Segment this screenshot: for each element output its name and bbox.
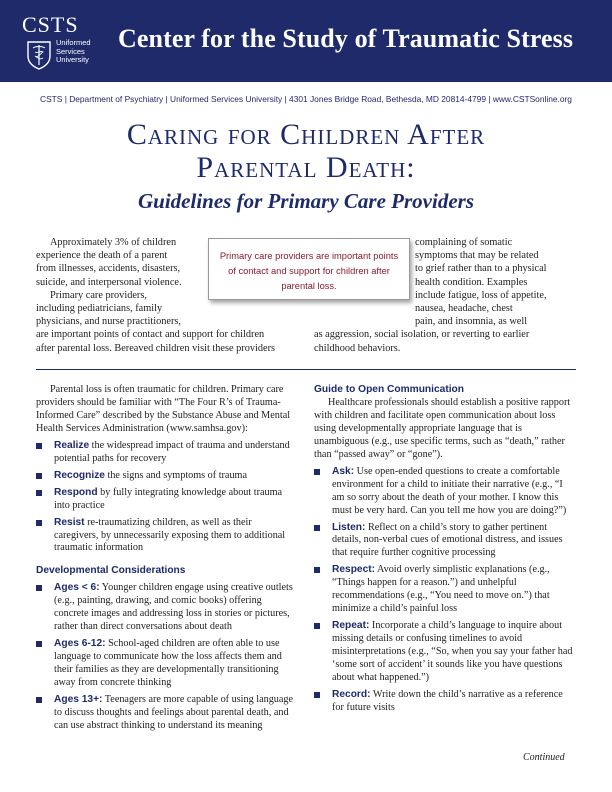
- list-item: Ages 6-12: School-aged children are often able to use language to communicate how the loss affects them and their families as they are developmentally transitioning away from concrete thinking: [36, 638, 298, 690]
- logo-institution: Uniformed Services University: [56, 38, 91, 65]
- pull-quote-box: [208, 238, 410, 300]
- square-bullet-icon: [314, 525, 320, 531]
- intro-line: including pediatricians, family: [36, 303, 163, 315]
- intro-line: experience the death of a parent: [36, 250, 168, 262]
- list-item: Recognize the signs and symptoms of trauma: [36, 470, 298, 483]
- list-item: Ages 13+: Teenagers are more capable of using language to discuss thoughts and feelings about parental death, and can use abstract thinking to understand its meaning: [36, 694, 298, 733]
- address-line: CSTS | Department of Psychiatry | Uniformed Services University | 4301 Jones Bridge Road, Bethesda, MD 20814-4799 | www.CSTSonline.org: [40, 94, 572, 104]
- page-title: [0, 118, 612, 184]
- intro-line: as aggression, social isolation, or reverting to earlier: [314, 329, 530, 341]
- communication-heading: Guide to Open Communication: [314, 384, 464, 395]
- list-item: Ages < 6: Younger children engage using creative outlets (e.g., painting, drawing, and comic books) offering concrete images and addressing loss in stories or pictures, rather than direct conversations about death: [36, 582, 298, 634]
- intro-line: suicide, and interpersonal violence.: [36, 276, 182, 288]
- header-title: Center for the Study of Traumatic Stress: [118, 24, 574, 53]
- intro-line: include fatigue, loss of appetite,: [415, 289, 547, 301]
- developmental-heading: Developmental Considerations: [36, 565, 186, 577]
- page-subtitle: Guidelines for Primary Care Providers: [138, 189, 474, 213]
- square-bullet-icon: [36, 641, 42, 647]
- intro-line: are important points of contact and support for children: [36, 329, 265, 341]
- developmental-list: [36, 582, 298, 732]
- intro-line: Approximately 3% of children: [50, 237, 177, 248]
- square-bullet-icon: [36, 443, 42, 449]
- list-item: Resist re-traumatizing children, as well as their caregivers, by unnecessarily exposing them to additional traumatic information: [36, 517, 298, 556]
- square-bullet-icon: [36, 585, 42, 591]
- square-bullet-icon: [314, 692, 320, 698]
- intro-line: health condition. Examples: [415, 276, 528, 288]
- pull-quote-text: Primary care providers are important points of contact and support for children after parental loss.: [219, 251, 399, 291]
- csts-logo: [22, 10, 106, 74]
- list-item: Respond by fully integrating knowledge about trauma into practice: [36, 487, 298, 513]
- square-bullet-icon: [36, 490, 42, 496]
- list-item: Ask: Use open-ended questions to create a comfortable environment for a child to initiate their narrative (e.g., “I am so sorry about the death of your mother. I know this must be very hard. Can you tell me how you are doing?”): [314, 466, 576, 518]
- caduceus-shield-icon: [26, 40, 52, 70]
- intro-line: from illnesses, accidents, disasters,: [36, 263, 181, 275]
- title-line: Parental Death:: [196, 151, 416, 184]
- left-column: [36, 384, 298, 737]
- intro-line: complaining of somatic: [415, 237, 513, 248]
- intro-line: childhood behaviors.: [314, 342, 401, 354]
- square-bullet-icon: [36, 520, 42, 526]
- intro-line: to grief rather than to a physical: [415, 263, 547, 275]
- intro-line: nausea, headache, chest: [415, 303, 513, 315]
- continued-label: Continued: [523, 752, 565, 763]
- intro-line: pain, and insomnia, as well: [415, 316, 528, 328]
- square-bullet-icon: [36, 697, 42, 703]
- list-item: Repeat: Incorporate a child’s language to inquire about missing details or confusing timelines to avoid misinterpretations (e.g., “So, when you say your father had ‘some sort of accident’ it sounds like you have questions about what happened.”): [314, 620, 576, 685]
- title-line: Caring for Children After: [126, 118, 486, 151]
- four-rs-list: [36, 440, 298, 556]
- communication-list: [314, 466, 576, 715]
- square-bullet-icon: [314, 469, 320, 475]
- intro-line: Primary care providers,: [50, 289, 147, 301]
- section-divider: [36, 369, 576, 370]
- square-bullet-icon: [36, 473, 42, 479]
- list-item: Listen: Reflect on a child’s story to gather pertinent details, non-verbal cues of emotional distress, and issues that require further cognitive processing: [314, 522, 576, 561]
- list-item: Record: Write down the child’s narrative as a reference for future visits: [314, 689, 576, 715]
- intro-line: physicians, and nurse practitioners,: [36, 316, 181, 328]
- logo-acronym: CSTS: [22, 12, 79, 37]
- communication-intro: Healthcare professionals should establish a positive rapport with children and facilitate open communication about loss using developmentally appropriate language that is unambiguous (e.g., use specific terms, such as “death,” rather than “passed away” or “gone”).: [314, 396, 571, 460]
- list-item: Respect: Avoid overly simplistic explanations (e.g., “Things happen for a reason.”) and unhelpful recommendations (e.g., “You need to move on.”) that minimize a child’s painful loss: [314, 564, 576, 616]
- header-banner: [0, 0, 612, 82]
- four-rs-intro: Parental loss is often traumatic for children. Primary care providers should be familiar with “The Four R’s of Trauma-Informed Care” described by the Substance Abuse and Mental Health Services Administration (www.samhsa.gov):: [36, 384, 291, 434]
- square-bullet-icon: [314, 567, 320, 573]
- right-column: [314, 384, 576, 719]
- intro-line: after parental loss. Bereaved children visit these providers: [36, 342, 276, 354]
- square-bullet-icon: [314, 623, 320, 629]
- list-item: Realize the widespread impact of trauma and understand potential paths for recovery: [36, 440, 298, 466]
- intro-line: symptoms that may be related: [415, 250, 539, 262]
